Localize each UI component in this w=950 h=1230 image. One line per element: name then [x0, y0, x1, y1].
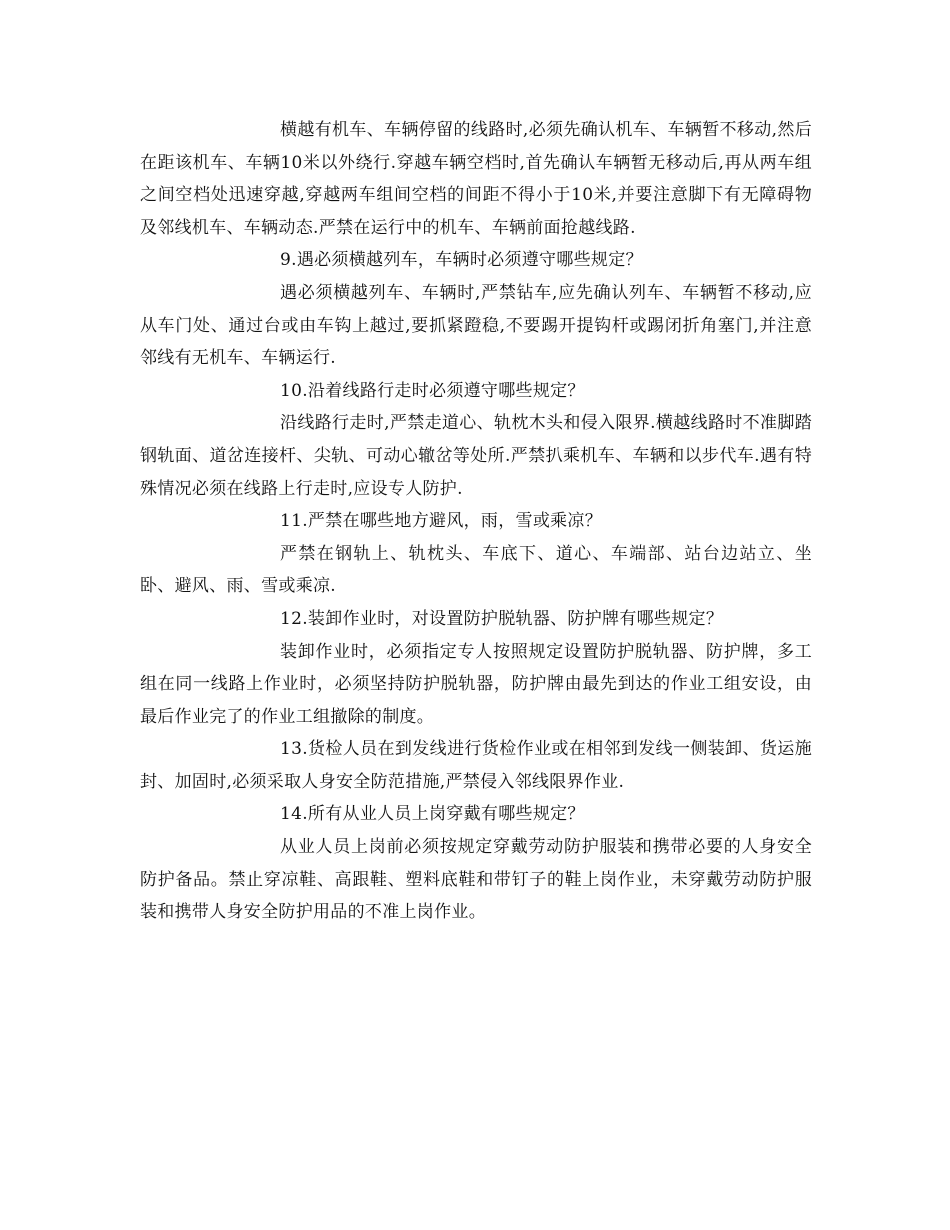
- question-14: 14.所有从业人员上岗穿戴有哪些规定？: [280, 804, 585, 825]
- question-12: 12.装卸作业时，对设置防护脱轨器、防护牌有哪些规定？: [280, 608, 724, 629]
- answer-9: 遇必须横越列车、车辆时,严禁钻车,应先确认列车、车辆暂不移动,应从车门处、通过台或由车钩上越过,要抓紧蹬稳,不要踢开提钩杆或踢闭折角塞门,并注意邻线有无机车、车辆运行.: [140, 282, 812, 369]
- answer-11: 严禁在钢轨上、轨枕头、车底下、道心、车端部、站台边站立、坐卧、避风、雨、雪或乘凉.: [140, 543, 812, 597]
- question-11: 11.严禁在哪些地方避风，雨，雪或乘凉？: [280, 511, 603, 532]
- paragraph-crossing-stopped-vehicles: 横越有机车、车辆停留的线路时,必须先确认机车、车辆暂不移动,然后在距该机车、车辆10米以外绕行.穿越车辆空档时,首先确认车辆暂无移动后,再从两车组之间空档处迅速穿越,穿越两车组间空档的间距不得小于10米,并要注意脚下有无障碍物及邻线机车、车辆动态.严禁在运行中的机车、车辆前面抢越线路.: [140, 120, 812, 238]
- document-body: [140, 114, 812, 929]
- answer-12: 装卸作业时，必须指定专人按照规定设置防护脱轨器、防护牌，多工组在同一线路上作业时，必须坚持防护脱轨器，防护牌由最先到达的作业工组安设，由最后作业完了的作业工组撤除的制度。: [140, 641, 812, 727]
- question-9: 9.遇必须横越列车，车辆时必须遵守哪些规定？: [280, 250, 643, 271]
- answer-10: 沿线路行走时,严禁走道心、轨枕木头和侵入限界.横越线路时不准脚踏钢轨面、道岔连接杆、尖轨、可动心辙岔等处所.严禁扒乘机车、车辆和以步代车.遇有特殊情况必须在线路上行走时,应设专人防护.: [140, 413, 812, 499]
- question-10: 10.沿着线路行走时必须遵守哪些规定？: [280, 380, 585, 401]
- item-13: 13.货检人员在到发线进行货检作业或在相邻到发线一侧装卸、货运施封、加固时,必须采取人身安全防范措施,严禁侵入邻线限界作业.: [140, 739, 812, 792]
- answer-14: 从业人员上岗前必须按规定穿戴劳动防护服装和携带必要的人身安全防护备品。禁止穿凉鞋、高跟鞋、塑料底鞋和带钉子的鞋上岗作业，未穿戴劳动防护服装和携带人身安全防护用品的不准上岗作业。: [140, 837, 812, 923]
